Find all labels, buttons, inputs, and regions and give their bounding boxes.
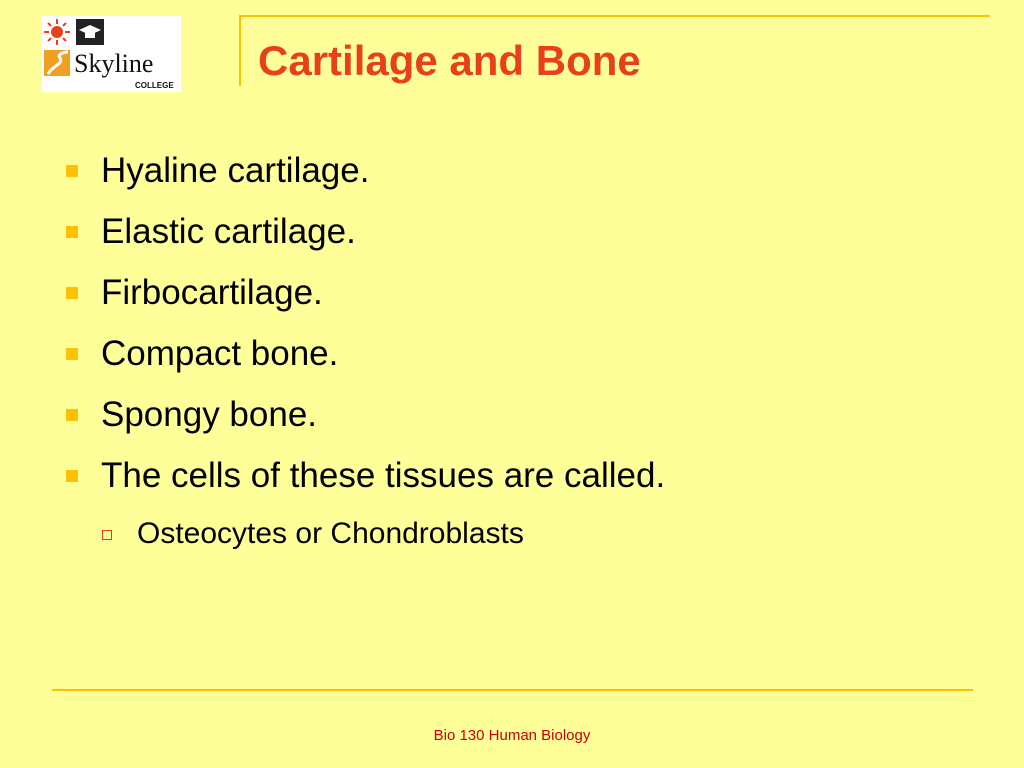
bullet-list — [66, 148, 665, 554]
bullet-text: Spongy bone. — [101, 395, 318, 434]
graduation-cap-icon — [76, 19, 104, 45]
title-divider-vertical — [239, 16, 241, 86]
sub-bullet-item — [102, 514, 665, 554]
bullet-text: The cells of these tissues are called. — [101, 456, 666, 495]
square-bullet-icon — [66, 287, 78, 299]
bullet-item — [66, 331, 665, 392]
hollow-square-bullet-icon — [102, 530, 112, 540]
square-bullet-icon — [66, 226, 78, 238]
bullet-item — [66, 453, 665, 514]
footer-divider — [52, 689, 973, 691]
bullet-text: Elastic cartilage. — [101, 212, 356, 251]
square-bullet-icon — [66, 165, 78, 177]
skyline-college-logo — [42, 16, 181, 92]
bullet-text: Compact bone. — [101, 334, 339, 373]
sub-bullet-text: Osteocytes or Chondroblasts — [137, 517, 524, 550]
square-bullet-icon — [66, 409, 78, 421]
bullet-item — [66, 209, 665, 270]
title-divider-horizontal — [239, 15, 990, 17]
sun-icon — [44, 19, 70, 45]
square-bullet-icon — [66, 348, 78, 360]
slide-title: Cartilage and Bone — [258, 37, 641, 84]
square-bullet-icon — [66, 470, 78, 482]
bullet-item — [66, 270, 665, 331]
bullet-text: Hyaline cartilage. — [101, 151, 370, 190]
road-icon — [44, 50, 70, 76]
bullet-text: Firbocartilage. — [101, 273, 323, 312]
bullet-item — [66, 148, 665, 209]
logo-wordmark: Skyline — [74, 49, 154, 78]
logo-subtext: COLLEGE — [135, 81, 174, 90]
footer-text: Bio 130 Human Biology — [433, 727, 591, 744]
bullet-item — [66, 392, 665, 453]
